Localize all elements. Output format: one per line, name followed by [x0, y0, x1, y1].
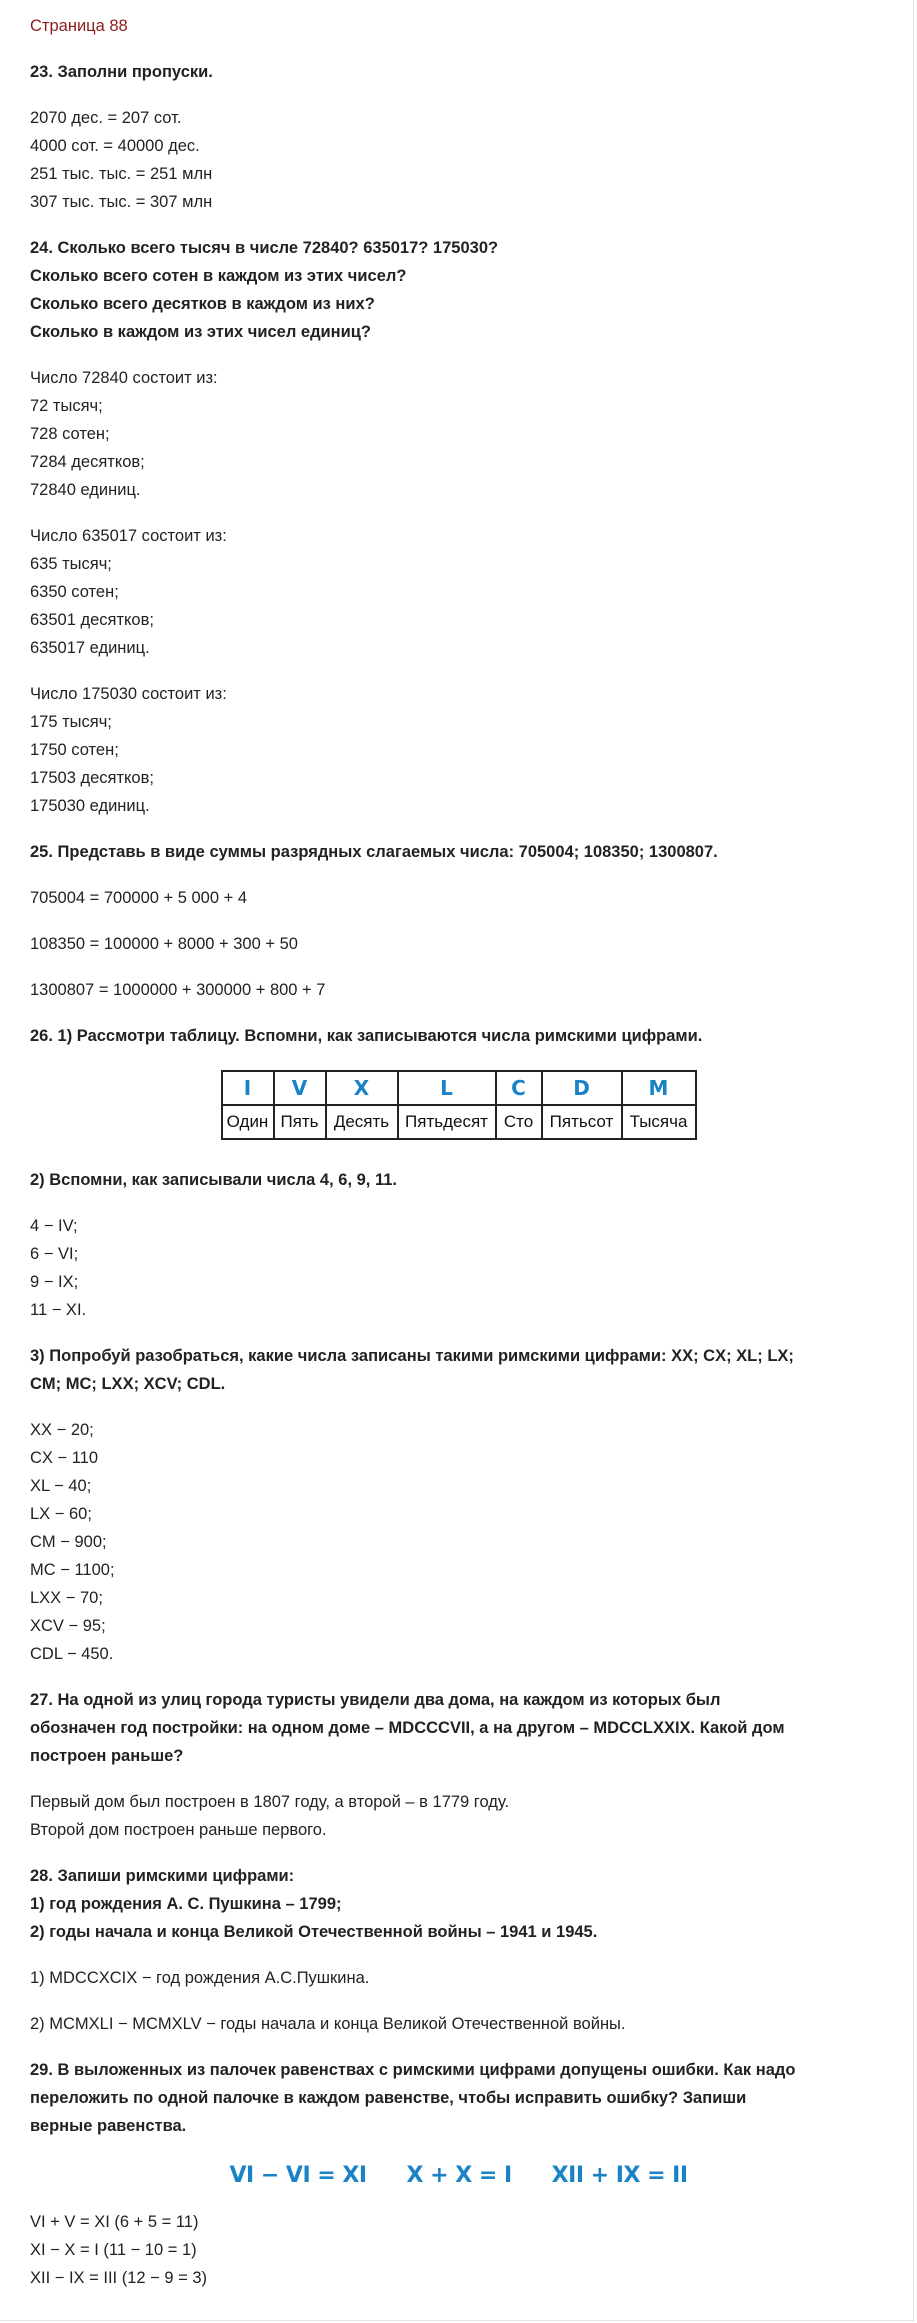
q28-title-line: 1) год рождения А. С. Пушкина – 1799;: [30, 1895, 342, 1913]
answer-line: 4000 сот. = 40000 дес.: [30, 137, 200, 155]
numeral-cell: I: [222, 1071, 274, 1105]
q23-answers: [30, 104, 890, 216]
answer-line: CM − 900;: [30, 1533, 107, 1551]
numeral-name-cell: Пятьсот: [542, 1105, 622, 1139]
answer-line: 72 тысяч;: [30, 397, 103, 415]
q27-title-line: построен раньше?: [30, 1747, 184, 1765]
q29-answers: [30, 2208, 890, 2292]
numeral-cell: X: [326, 1071, 398, 1105]
answer-line: 9 − IX;: [30, 1273, 79, 1291]
q29-title: [30, 2056, 890, 2140]
answer-line: 7284 десятков;: [30, 453, 145, 471]
numeral-name-cell: Сто: [496, 1105, 542, 1139]
answer-line: 6350 сотен;: [30, 583, 119, 601]
q28-title: [30, 1862, 890, 1946]
answer-line: 1300807 = 1000000 + 300000 + 800 + 7: [30, 981, 326, 999]
q25-title: 25. Представь в виде суммы разрядных слагаемых числа: 705004; 108350; 1300807.: [30, 843, 718, 861]
answer-line: Число 175030 состоит из:: [30, 685, 227, 703]
q29-title-line: переложить по одной палочке в каждом равенстве, чтобы исправить ошибку? Запиши: [30, 2089, 747, 2107]
q24-title-line: Сколько всего сотен в каждом из этих чисел?: [30, 267, 407, 285]
answer-line: 2) MCMXLI − MCMXLV − годы начала и конца Великой Отечественной войны.: [30, 2015, 626, 2033]
numeral-name-cell: Один: [222, 1105, 274, 1139]
q27-answers: [30, 1788, 890, 1844]
q26-title: 26. 1) Рассмотри таблицу. Вспомни, как записываются числа римскими цифрами.: [30, 1027, 703, 1045]
q24-title-line: 24. Сколько всего тысяч в числе 72840? 635017? 175030?: [30, 239, 499, 257]
answer-line: 175030 единиц.: [30, 797, 150, 815]
q28-title-line: 28. Запиши римскими цифрами:: [30, 1867, 295, 1885]
answer-line: 63501 десятков;: [30, 611, 154, 629]
matchstick-equation: VI − VI = XI: [229, 2163, 367, 2188]
answer-line: 17503 десятков;: [30, 769, 154, 787]
numeral-cell: V: [274, 1071, 326, 1105]
matchstick-equation: X + X = I: [406, 2163, 512, 2188]
q29-title-line: 29. В выложенных из палочек равенствах с римскими цифрами допущены ошибки. Как надо: [30, 2061, 796, 2079]
q26-part2-title: 2) Вспомни, как записывали числа 4, 6, 9, 11.: [30, 1171, 397, 1189]
content: [30, 12, 890, 2292]
answer-line: 635 тысяч;: [30, 555, 112, 573]
answer-line: 728 сотен;: [30, 425, 110, 443]
q24-block-2: [30, 522, 890, 662]
q23-title: 23. Заполни пропуски.: [30, 63, 213, 81]
answer-line: Второй дом построен раньше первого.: [30, 1821, 327, 1839]
answer-line: 6 − VI;: [30, 1245, 79, 1263]
numeral-name-cell: Пятьдесят: [398, 1105, 496, 1139]
answer-line: 2070 дес. = 207 сот.: [30, 109, 182, 127]
answer-line: LXX − 70;: [30, 1589, 103, 1607]
q29-title-line: верные равенства.: [30, 2117, 187, 2135]
matchstick-equations: [0, 2162, 917, 2190]
q24-title-line: Сколько в каждом из этих чисел единиц?: [30, 323, 372, 341]
numeral-cell: M: [622, 1071, 696, 1105]
answer-line: 1750 сотен;: [30, 741, 119, 759]
answer-line: Число 72840 состоит из:: [30, 369, 218, 387]
answer-line: XII − IX = III (12 − 9 = 3): [30, 2269, 208, 2287]
answer-line: XL − 40;: [30, 1477, 92, 1495]
answer-line: XCV − 95;: [30, 1617, 106, 1635]
q26-part3-answers: [30, 1416, 890, 1668]
q27-title: [30, 1686, 890, 1770]
q28-title-line: 2) годы начала и конца Великой Отечественной войны – 1941 и 1945.: [30, 1923, 598, 1941]
answer-line: 11 − XI.: [30, 1301, 87, 1319]
answer-line: CX − 110: [30, 1449, 99, 1467]
numeral-name-cell: Тысяча: [622, 1105, 696, 1139]
q24-block-1: [30, 364, 890, 504]
answer-line: 108350 = 100000 + 8000 + 300 + 50: [30, 935, 298, 953]
answer-line: CDL − 450.: [30, 1645, 114, 1663]
answer-line: 175 тысяч;: [30, 713, 112, 731]
numeral-cell: D: [542, 1071, 622, 1105]
q26-part3-title-line: CM; MC; LXX; XCV; CDL.: [30, 1375, 226, 1393]
answer-line: Первый дом был построен в 1807 году, а второй – в 1779 году.: [30, 1793, 510, 1811]
numeral-cell: C: [496, 1071, 542, 1105]
q26-part2-answers: [30, 1212, 890, 1324]
answer-line: MC − 1100;: [30, 1561, 115, 1579]
matchstick-equation: XII + IX = II: [551, 2163, 688, 2188]
page-label: Страница 88: [30, 17, 128, 35]
q24-title: [30, 234, 890, 346]
q26-part3-title: [30, 1342, 890, 1398]
answer-line: 4 − IV;: [30, 1217, 78, 1235]
answer-line: Число 635017 состоит из:: [30, 527, 227, 545]
answer-line: 705004 = 700000 + 5 000 + 4: [30, 889, 247, 907]
answer-line: XX − 20;: [30, 1421, 94, 1439]
answer-line: 1) MDCCXCIX − год рождения А.С.Пушкина.: [30, 1969, 370, 1987]
numeral-name-cell: Десять: [326, 1105, 398, 1139]
numeral-name-cell: Пять: [274, 1105, 326, 1139]
q24-title-line: Сколько всего десятков в каждом из них?: [30, 295, 375, 313]
answer-line: 307 тыс. тыс. = 307 млн: [30, 193, 213, 211]
q27-title-line: обозначен год постройки: на одном доме – MDCCCVII, а на другом – MDCCLXXIX. Какой дом: [30, 1719, 785, 1737]
q27-title-line: 27. На одной из улиц города туристы увидели два дома, на каждом из которых был: [30, 1691, 721, 1709]
answer-line: VI + V = XI (6 + 5 = 11): [30, 2213, 199, 2231]
answer-line: 72840 единиц.: [30, 481, 141, 499]
numeral-cell: L: [398, 1071, 496, 1105]
answer-line: 251 тыс. тыс. = 251 млн: [30, 165, 213, 183]
roman-table-wrap: [0, 1070, 917, 1140]
answer-line: LX − 60;: [30, 1505, 92, 1523]
q24-block-3: [30, 680, 890, 820]
answer-line: 635017 единиц.: [30, 639, 150, 657]
q26-part3-title-line: 3) Попробуй разобраться, какие числа записаны такими римскими цифрами: XX; CX; XL; LX;: [30, 1347, 794, 1365]
roman-numerals-table: [221, 1070, 697, 1140]
answer-line: XI − X = I (11 − 10 = 1): [30, 2241, 197, 2259]
